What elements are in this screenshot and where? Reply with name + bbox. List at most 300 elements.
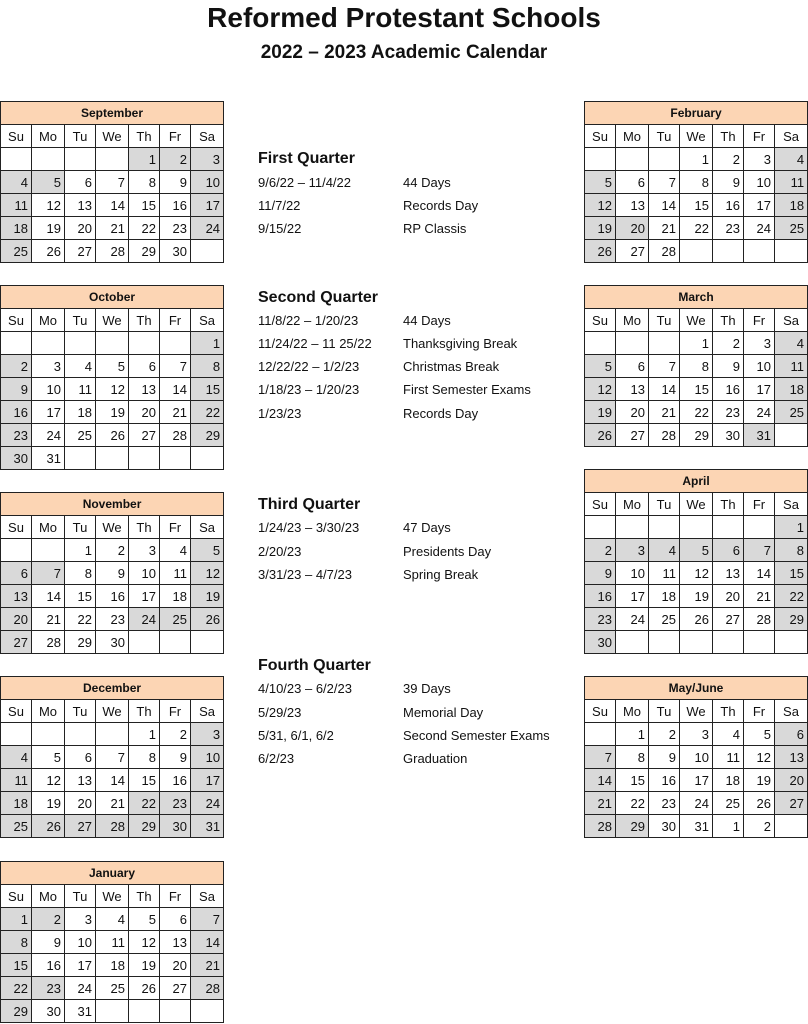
day-cell: 11 (1, 769, 32, 792)
weekday-label: Fr (160, 700, 191, 723)
day-cell: 12 (744, 746, 775, 769)
month-header: December (1, 677, 224, 700)
day-cell: 20 (129, 401, 160, 424)
empty-day-cell (32, 539, 65, 562)
day-cell: 26 (585, 240, 616, 263)
weekday-label: Th (713, 125, 744, 148)
day-cell: 27 (1, 631, 32, 654)
event-description: 44 Days (403, 313, 451, 328)
day-cell: 8 (129, 746, 160, 769)
day-cell: 17 (129, 585, 160, 608)
day-cell: 1 (616, 723, 649, 746)
day-cell: 27 (775, 792, 808, 815)
day-cell: 9 (713, 355, 744, 378)
day-cell: 4 (649, 539, 680, 562)
day-cell: 17 (32, 401, 65, 424)
day-cell: 19 (585, 217, 616, 240)
event-date: 5/29/23 (258, 705, 302, 720)
day-cell: 5 (585, 171, 616, 194)
day-cell: 21 (191, 954, 224, 977)
calendar-march (584, 285, 807, 447)
day-cell: 25 (160, 608, 191, 631)
empty-day-cell (129, 332, 160, 355)
quarter-title: Third Quarter (258, 496, 361, 513)
day-cell: 25 (65, 424, 96, 447)
day-cell: 21 (160, 401, 191, 424)
event-description: 39 Days (403, 681, 451, 696)
weekday-label: Su (1, 700, 32, 723)
day-cell: 18 (65, 401, 96, 424)
empty-day-cell (1, 148, 32, 171)
day-cell: 10 (616, 562, 649, 585)
weekday-label: Tu (65, 516, 96, 539)
day-cell: 8 (616, 746, 649, 769)
empty-day-cell (160, 631, 191, 654)
day-cell: 8 (680, 355, 713, 378)
day-cell: 19 (129, 954, 160, 977)
empty-day-cell (649, 516, 680, 539)
empty-day-cell (616, 516, 649, 539)
day-cell: 28 (96, 815, 129, 838)
day-cell: 13 (616, 378, 649, 401)
day-cell: 8 (191, 355, 224, 378)
weekday-label: Tu (649, 493, 680, 516)
day-cell: 15 (1, 954, 32, 977)
day-cell: 28 (191, 977, 224, 1000)
empty-day-cell (775, 631, 808, 654)
day-cell: 5 (744, 723, 775, 746)
event-description: Christmas Break (403, 359, 500, 374)
day-cell: 22 (680, 217, 713, 240)
day-cell: 16 (32, 954, 65, 977)
empty-day-cell (129, 631, 160, 654)
day-cell: 26 (744, 792, 775, 815)
day-cell: 10 (744, 171, 775, 194)
day-cell: 20 (616, 401, 649, 424)
weekday-label: Fr (744, 309, 775, 332)
weekday-label: Su (1, 885, 32, 908)
day-cell: 24 (65, 977, 96, 1000)
day-cell: 2 (160, 148, 191, 171)
weekday-label: Sa (191, 700, 224, 723)
event-description: Records Day (403, 406, 479, 421)
day-cell: 1 (713, 815, 744, 838)
day-cell: 23 (1, 424, 32, 447)
event-date: 9/6/22 – 11/4/22 (258, 175, 352, 190)
day-cell: 11 (160, 562, 191, 585)
day-cell: 19 (96, 401, 129, 424)
day-cell: 1 (191, 332, 224, 355)
day-cell: 7 (160, 355, 191, 378)
empty-day-cell (744, 240, 775, 263)
day-cell: 30 (1, 447, 32, 470)
weekday-label: Fr (160, 125, 191, 148)
event-description: Thanksgiving Break (403, 336, 518, 351)
calendar-january (0, 861, 223, 1023)
event-date: 2/20/23 (258, 544, 302, 559)
weekday-label: Tu (65, 700, 96, 723)
day-cell: 20 (616, 217, 649, 240)
day-cell: 21 (96, 792, 129, 815)
day-cell: 4 (775, 148, 808, 171)
event-description: Second Semester Exams (403, 728, 550, 743)
empty-day-cell (585, 723, 616, 746)
month-header: March (585, 286, 808, 309)
day-cell: 2 (96, 539, 129, 562)
day-cell: 4 (96, 908, 129, 931)
empty-day-cell (680, 631, 713, 654)
weekday-label: Tu (65, 309, 96, 332)
day-cell: 14 (191, 931, 224, 954)
day-cell: 1 (65, 539, 96, 562)
day-cell: 29 (1, 1000, 32, 1023)
event-date: 12/22/22 – 1/2/23 (258, 359, 360, 374)
day-cell: 22 (191, 401, 224, 424)
day-cell: 2 (1, 355, 32, 378)
weekday-label: Mo (32, 309, 65, 332)
day-cell: 27 (129, 424, 160, 447)
day-cell: 21 (585, 792, 616, 815)
day-cell: 17 (65, 954, 96, 977)
day-cell: 14 (649, 378, 680, 401)
calendar-october (0, 285, 223, 470)
day-cell: 21 (32, 608, 65, 631)
day-cell: 25 (775, 401, 808, 424)
day-cell: 9 (160, 746, 191, 769)
day-cell: 25 (649, 608, 680, 631)
day-cell: 4 (713, 723, 744, 746)
empty-day-cell (65, 447, 96, 470)
day-cell: 25 (1, 240, 32, 263)
empty-day-cell (585, 148, 616, 171)
weekday-label: Mo (32, 700, 65, 723)
day-cell: 7 (191, 908, 224, 931)
empty-day-cell (1, 332, 32, 355)
day-cell: 10 (65, 931, 96, 954)
day-cell: 28 (649, 240, 680, 263)
quarter-title: First Quarter (258, 150, 355, 167)
empty-day-cell (191, 447, 224, 470)
day-cell: 3 (744, 148, 775, 171)
day-cell: 18 (1, 217, 32, 240)
weekday-label: Tu (65, 885, 96, 908)
day-cell: 28 (32, 631, 65, 654)
day-cell: 2 (713, 332, 744, 355)
event-description: Spring Break (403, 567, 479, 582)
day-cell: 30 (32, 1000, 65, 1023)
day-cell: 1 (1, 908, 32, 931)
day-cell: 13 (616, 194, 649, 217)
day-cell: 9 (1, 378, 32, 401)
day-cell: 17 (616, 585, 649, 608)
day-cell: 24 (616, 608, 649, 631)
day-cell: 18 (775, 378, 808, 401)
empty-day-cell (744, 631, 775, 654)
day-cell: 7 (744, 539, 775, 562)
day-cell: 11 (713, 746, 744, 769)
day-cell: 19 (585, 401, 616, 424)
empty-day-cell (616, 332, 649, 355)
day-cell: 12 (129, 931, 160, 954)
day-cell: 15 (680, 194, 713, 217)
day-cell: 28 (744, 608, 775, 631)
day-cell: 24 (744, 217, 775, 240)
day-cell: 26 (585, 424, 616, 447)
weekday-label: Fr (744, 493, 775, 516)
day-cell: 9 (585, 562, 616, 585)
day-cell: 27 (616, 240, 649, 263)
empty-day-cell (191, 631, 224, 654)
day-cell: 6 (713, 539, 744, 562)
event-date: 11/7/22 (258, 198, 301, 213)
day-cell: 5 (191, 539, 224, 562)
day-cell: 31 (744, 424, 775, 447)
day-cell: 3 (680, 723, 713, 746)
day-cell: 15 (775, 562, 808, 585)
weekday-label: Sa (191, 309, 224, 332)
weekday-label: Fr (160, 309, 191, 332)
day-cell: 9 (160, 171, 191, 194)
day-cell: 25 (96, 977, 129, 1000)
day-cell: 15 (191, 378, 224, 401)
day-cell: 19 (32, 792, 65, 815)
empty-day-cell (160, 1000, 191, 1023)
day-cell: 9 (649, 746, 680, 769)
weekday-label: Mo (32, 885, 65, 908)
day-cell: 7 (96, 746, 129, 769)
day-cell: 12 (32, 194, 65, 217)
day-cell: 16 (585, 585, 616, 608)
day-cell: 4 (1, 746, 32, 769)
day-cell: 14 (32, 585, 65, 608)
day-cell: 9 (32, 931, 65, 954)
day-cell: 8 (1, 931, 32, 954)
day-cell: 21 (744, 585, 775, 608)
day-cell: 30 (649, 815, 680, 838)
day-cell: 31 (32, 447, 65, 470)
day-cell: 29 (65, 631, 96, 654)
weekday-label: Th (129, 885, 160, 908)
weekday-label: Th (713, 309, 744, 332)
day-cell: 21 (96, 217, 129, 240)
empty-day-cell (680, 240, 713, 263)
weekday-label: Th (713, 700, 744, 723)
day-cell: 8 (680, 171, 713, 194)
day-cell: 17 (191, 769, 224, 792)
day-cell: 8 (129, 171, 160, 194)
day-cell: 14 (96, 769, 129, 792)
empty-day-cell (775, 424, 808, 447)
empty-day-cell (160, 447, 191, 470)
weekday-label: We (680, 125, 713, 148)
day-cell: 8 (65, 562, 96, 585)
weekday-label: Mo (616, 309, 649, 332)
day-cell: 16 (713, 194, 744, 217)
weekday-label: Mo (616, 700, 649, 723)
day-cell: 29 (680, 424, 713, 447)
event-date: 4/10/23 – 6/2/23 (258, 681, 352, 696)
day-cell: 19 (191, 585, 224, 608)
day-cell: 5 (32, 171, 65, 194)
weekday-label: Fr (160, 885, 191, 908)
day-cell: 19 (32, 217, 65, 240)
event-description: Presidents Day (403, 544, 492, 559)
empty-day-cell (775, 240, 808, 263)
empty-day-cell (191, 240, 224, 263)
day-cell: 5 (680, 539, 713, 562)
day-cell: 22 (129, 792, 160, 815)
day-cell: 24 (680, 792, 713, 815)
day-cell: 15 (616, 769, 649, 792)
day-cell: 1 (129, 148, 160, 171)
day-cell: 6 (616, 355, 649, 378)
day-cell: 11 (775, 355, 808, 378)
event-date: 1/23/23 (258, 406, 302, 421)
day-cell: 11 (775, 171, 808, 194)
weekday-label: Sa (191, 125, 224, 148)
quarter-title: Second Quarter (258, 289, 379, 306)
day-cell: 3 (191, 723, 224, 746)
month-header: October (1, 286, 224, 309)
day-cell: 28 (160, 424, 191, 447)
day-cell: 10 (680, 746, 713, 769)
empty-day-cell (713, 631, 744, 654)
month-header: May/June (585, 677, 808, 700)
event-description: Memorial Day (403, 705, 484, 720)
day-cell: 4 (775, 332, 808, 355)
day-cell: 16 (160, 769, 191, 792)
event-date: 1/18/23 – 1/20/23 (258, 382, 360, 397)
weekday-label: Su (1, 516, 32, 539)
day-cell: 21 (649, 401, 680, 424)
day-cell: 12 (585, 378, 616, 401)
day-cell: 29 (191, 424, 224, 447)
weekday-label: Tu (649, 309, 680, 332)
calendar-december (0, 676, 223, 838)
day-cell: 27 (160, 977, 191, 1000)
day-cell: 13 (775, 746, 808, 769)
month-header: September (1, 102, 224, 125)
empty-day-cell (585, 332, 616, 355)
day-cell: 12 (191, 562, 224, 585)
empty-day-cell (32, 148, 65, 171)
empty-day-cell (649, 148, 680, 171)
day-cell: 5 (585, 355, 616, 378)
day-cell: 1 (680, 332, 713, 355)
day-cell: 22 (129, 217, 160, 240)
day-cell: 23 (96, 608, 129, 631)
empty-day-cell (191, 1000, 224, 1023)
event-date: 6/2/23 (258, 751, 295, 766)
event-description: 47 Days (403, 520, 451, 535)
empty-day-cell (96, 148, 129, 171)
day-cell: 6 (65, 171, 96, 194)
day-cell: 15 (129, 769, 160, 792)
weekday-label: Th (129, 516, 160, 539)
day-cell: 26 (32, 815, 65, 838)
day-cell: 12 (96, 378, 129, 401)
weekday-label: Mo (32, 516, 65, 539)
day-cell: 7 (96, 171, 129, 194)
day-cell: 22 (65, 608, 96, 631)
day-cell: 16 (1, 401, 32, 424)
day-cell: 14 (649, 194, 680, 217)
weekday-label: We (680, 309, 713, 332)
day-cell: 18 (1, 792, 32, 815)
day-cell: 25 (775, 217, 808, 240)
empty-day-cell (96, 723, 129, 746)
day-cell: 24 (744, 401, 775, 424)
day-cell: 3 (65, 908, 96, 931)
empty-day-cell (649, 332, 680, 355)
day-cell: 29 (129, 240, 160, 263)
day-cell: 11 (65, 378, 96, 401)
event-date: 9/15/22 (258, 221, 302, 236)
day-cell: 6 (775, 723, 808, 746)
day-cell: 30 (96, 631, 129, 654)
day-cell: 13 (160, 931, 191, 954)
empty-day-cell (616, 148, 649, 171)
empty-day-cell (680, 516, 713, 539)
day-cell: 15 (680, 378, 713, 401)
day-cell: 31 (65, 1000, 96, 1023)
empty-day-cell (775, 815, 808, 838)
quarter-title: Fourth Quarter (258, 657, 371, 674)
weekday-label: Sa (775, 700, 808, 723)
day-cell: 5 (129, 908, 160, 931)
weekday-label: We (96, 885, 129, 908)
day-cell: 26 (129, 977, 160, 1000)
day-cell: 2 (713, 148, 744, 171)
day-cell: 30 (160, 815, 191, 838)
day-cell: 17 (680, 769, 713, 792)
event-description: RP Classis (403, 221, 467, 236)
event-date: 11/24/22 – 11 25/22 (258, 336, 372, 351)
day-cell: 30 (713, 424, 744, 447)
day-cell: 29 (129, 815, 160, 838)
day-cell: 3 (744, 332, 775, 355)
day-cell: 20 (65, 217, 96, 240)
day-cell: 26 (96, 424, 129, 447)
weekday-label: Fr (744, 125, 775, 148)
empty-day-cell (96, 1000, 129, 1023)
day-cell: 28 (96, 240, 129, 263)
day-cell: 13 (65, 769, 96, 792)
event-date: 1/24/23 – 3/30/23 (258, 520, 360, 535)
day-cell: 18 (775, 194, 808, 217)
day-cell: 23 (713, 217, 744, 240)
day-cell: 22 (680, 401, 713, 424)
event-description: Graduation (403, 751, 468, 766)
month-header: January (1, 862, 224, 885)
day-cell: 11 (96, 931, 129, 954)
day-cell: 20 (775, 769, 808, 792)
day-cell: 10 (744, 355, 775, 378)
weekday-label: Th (129, 125, 160, 148)
weekday-label: Mo (616, 493, 649, 516)
day-cell: 3 (129, 539, 160, 562)
empty-day-cell (585, 516, 616, 539)
weekday-label: We (96, 125, 129, 148)
month-header: February (585, 102, 808, 125)
day-cell: 9 (713, 171, 744, 194)
day-cell: 14 (744, 562, 775, 585)
weekday-label: Th (129, 309, 160, 332)
empty-day-cell (616, 631, 649, 654)
empty-day-cell (96, 447, 129, 470)
empty-day-cell (129, 447, 160, 470)
day-cell: 18 (713, 769, 744, 792)
